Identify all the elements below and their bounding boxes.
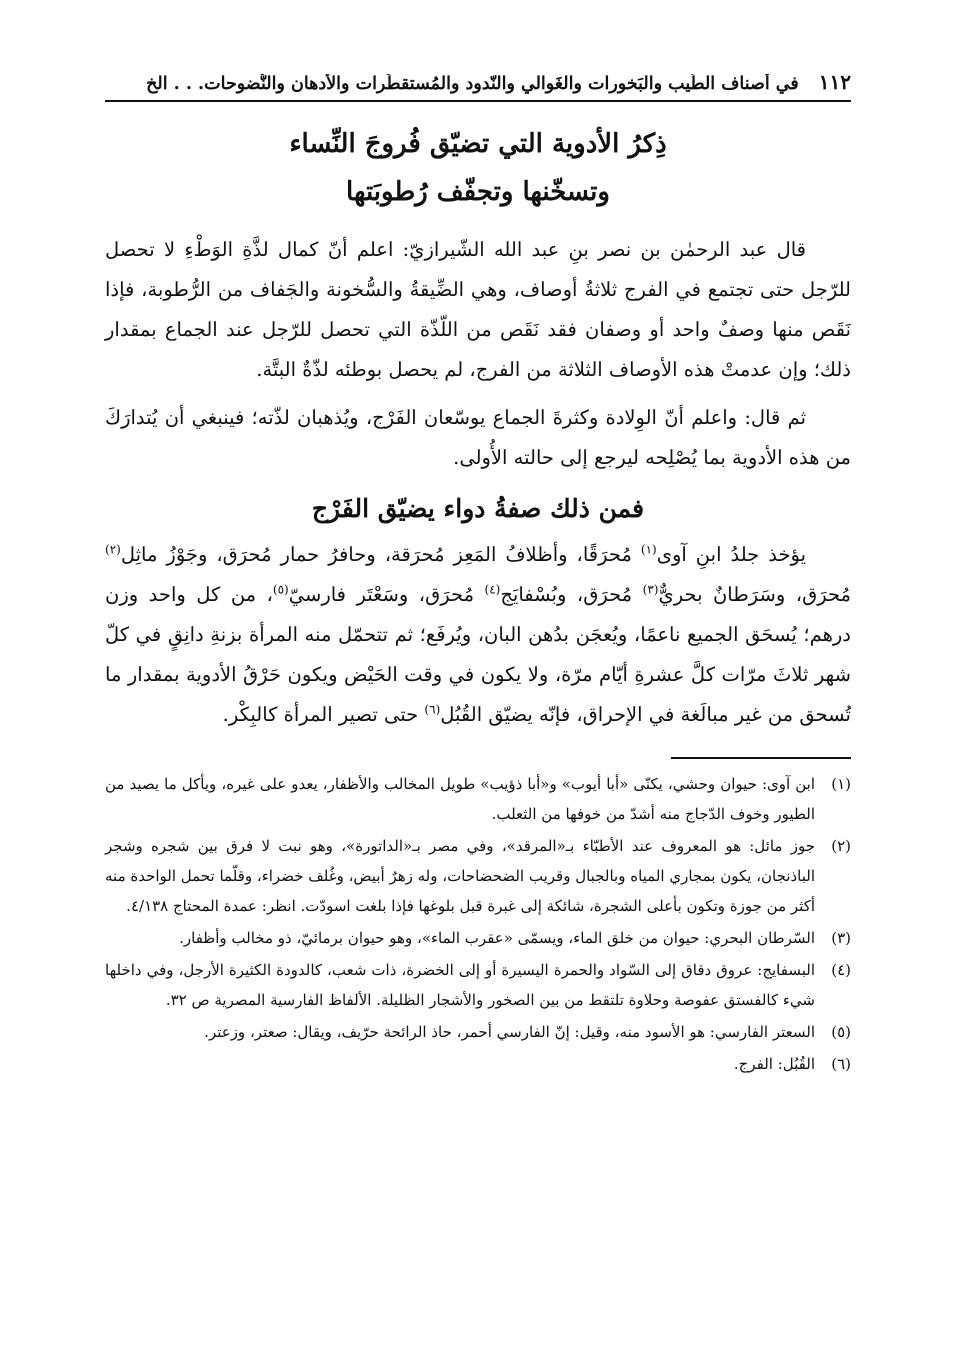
footnote-text: السّرطان البحري: حيوان من خلق الماء، ويسمّى «عقرب الماء»، وهو حيوان برمائيّ، ذو مخالب وأظفار. (179, 929, 815, 947)
footnote (105, 1017, 851, 1047)
footnote-text: جوز مائل: هو المعروف عند الأطبّاء بـ«المرقد»، وفي مصر بـ«الداتورة»، وهو نبت لا فرق بين شجره وشجر الباذنجان، يكون بمجاري المياه وبالجبال وقريب الضحضاحات، وله زهرٌ أبيض، وغُلف خضراء، وقلّما تحمل الواحدة منه أكثر من جوزة وتكون بأعلى الشجرة، شائكة إلى غبرة قبل بلوغها فإذا بلغت اسودّت. انظر: عمدة المحتاج ٤/١٣٨. (105, 837, 815, 915)
paragraph-1: قال عبد الرحمٰن بن نصر بنِ عبد الله الشّيرازيّ: اعلم أنّ كمال لذَّةِ الوَطْءِ لا تحصل للرّجل حتى تجتمع في الفرج ثلاثةُ أوصاف، وهي الضِّيقةُ والسُّخونة والجَفاف من الرُّطوبة، فإذا نَقَص منها وصفٌ واحد أو وصفان فقد نَقَص من اللّذّة التي تحصل للرّجل عند الجماع بمقدار ذلك؛ وإن عدمتْ هذه الأوصاف الثلاثة من الفرج، لم يحصل بوطئه لذّةٌ البتَّة. (105, 238, 851, 381)
footnote-divider (671, 757, 851, 759)
recipe-text: ، من كل واحد وزن درهم؛ يُسحَق الجميع ناعمًا، ويُعجَن بدُهن البان، ويُرفَع؛ ثم تتحمّل منه المرأة بزنةِ دانِقٍ في كلّ شهر ثلاثَ مرّات كلَّ عشرةِ أيّام مرّة، ولا يكون في وقت الحَيْض ويكون حَرْقُ الأدوية بمقدار ما تُسحق من غير مبالَغة في الإحراق، فإنّه يضيّق القُبُل (105, 583, 851, 726)
paragraph-2: ثم قال: واعلم أنّ الوِلادة وكثرةَ الجماع يوسّعان الفَرْج، ويُذهبان لذّته؛ فينبغي أن يُتدارَكَ من هذه الأدوية بما يُصْلِحه ليرجع إلى حالته الأُولى. (105, 406, 851, 469)
section-title: فمن ذلك صفةُ دواء يضيّق الفَرْج (311, 494, 645, 523)
footnote (105, 923, 851, 953)
footnote-ref[interactable]: (٢) (105, 542, 121, 557)
recipe-text: حتى تصير المرأة كالبِكْر. (222, 703, 425, 726)
footnote-number: (٤) (831, 961, 851, 979)
footnote-number: (٢) (831, 837, 851, 855)
footnote (105, 769, 851, 829)
recipe-text: مُحرَق، وسَعْتَر فارسيّ (288, 583, 485, 606)
footnote (105, 831, 851, 921)
footnote (105, 955, 851, 1015)
chapter-title-line2: وتسخّنها وتجفّف رُطوبَتها (346, 177, 610, 207)
chapter-title (105, 120, 851, 216)
footnote-text: القُبُل: الفرج. (733, 1055, 815, 1073)
footnote-number: (٣) (831, 929, 851, 947)
footnote-text: البسفايج: عروق دقاق إلى السّواد والحمرة اليسيرة أو إلى الخضرة، ذات شعب، كالدودة الكثيرة الأرجل، وفي داخلها شيء كالفستق عفوصة وحلاوة تلتقط من بين الصخور والأشجار الظليلة. الألفاظ الفارسية المصرية ص ٣٢. (105, 961, 815, 1009)
footnote-ref[interactable]: (٣) (642, 582, 659, 597)
footnote-number: (٦) (831, 1055, 851, 1073)
footnote-ref[interactable]: (١) (640, 542, 657, 557)
footnote-ref[interactable]: (٤) (484, 582, 501, 597)
running-header (105, 70, 851, 102)
running-title: في أصناف الطّيب والبَخورات والغَوالي والنّدود والمُستقطَرات والأدهان والنُّضوحات. . . الخ (146, 74, 799, 94)
footnote-ref[interactable]: (٥) (272, 582, 289, 597)
footnote-number: (٥) (831, 1023, 851, 1041)
footnote-text: السعتر الفارسي: هو الأسود منه، وقيل: إنّ الفارسي أحمر، حاذ الرائحة حرّيف، ويقال: صعتر، وزعتر. (204, 1023, 815, 1041)
footnote-number: (١) (831, 775, 851, 793)
recipe-paragraph (105, 535, 851, 735)
recipe-text: مُحرَقًا، وأظلافُ المَعِز مُحرَقة، وحافرُ حمار مُحرَق، وجَوْزُ ماثِل (120, 543, 641, 566)
book-page (105, 70, 851, 1343)
chapter-title-line1: ذِكرُ الأدوية التي تضيّق فُروجَ النِّساء (289, 129, 667, 159)
footnote-text: ابن آوى: حيوان وحشي، يكنّى «أبا أيوب» و«أبا ذؤيب» طويل المخالب والأظفار، يعدو على غيره، ويأكل ما يصيد من الطيور وخوف الدّجاج منه أشدّ من خوفها من الثعلب. (105, 775, 815, 823)
recipe-text: يؤخذ جلدُ ابنِ آوى (656, 543, 807, 566)
recipe-text: مُحرَق، وبُسْفايَج (500, 583, 643, 606)
recipe-text: مُحرَق، وسَرَطانٌ بحريٌّ (658, 583, 851, 606)
footnote (105, 1049, 851, 1079)
footnotes (105, 769, 851, 1079)
footnote-ref[interactable]: (٦) (424, 702, 441, 717)
page-number: ١١٢ (818, 70, 851, 94)
